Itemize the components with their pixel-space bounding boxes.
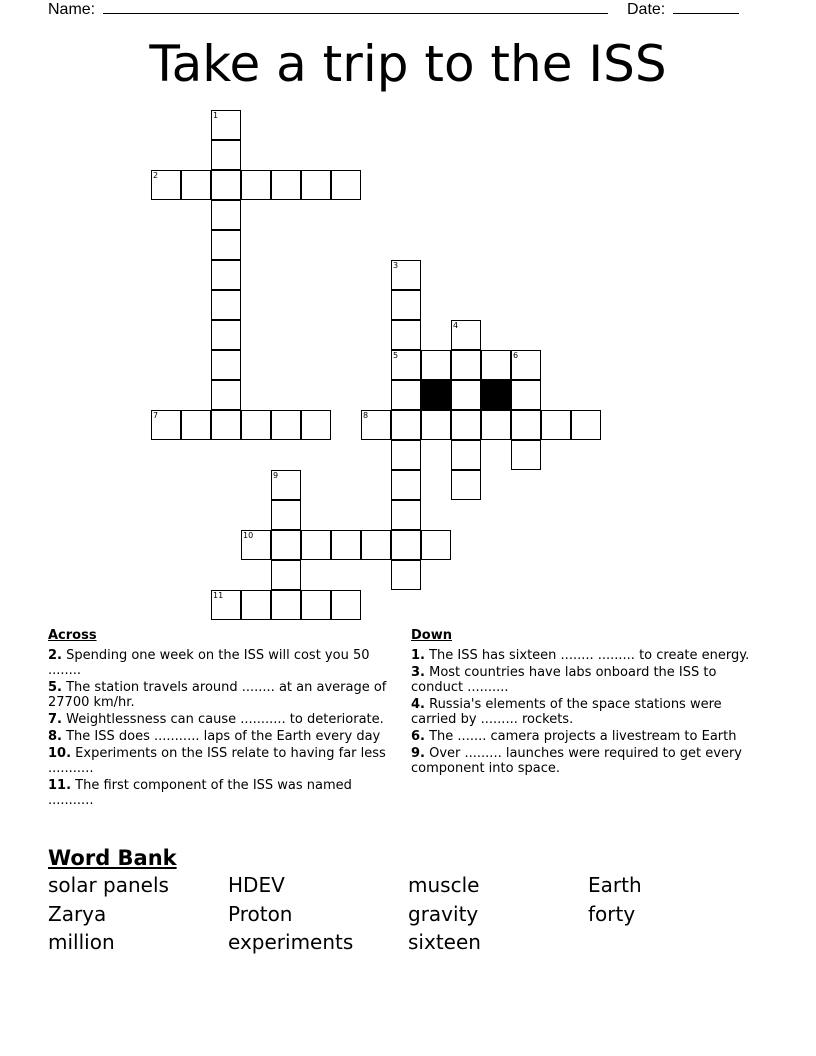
grid-cell[interactable] xyxy=(541,410,571,440)
grid-cell[interactable] xyxy=(481,410,511,440)
grid-cell[interactable] xyxy=(391,440,421,470)
clue-number: 2. xyxy=(48,648,62,663)
cell-number: 5 xyxy=(393,351,399,360)
name-label: Name: xyxy=(48,1,96,18)
cell-number: 2 xyxy=(153,171,159,180)
clue xyxy=(48,778,400,808)
clue-text: The ....... camera projects a livestream to Earth xyxy=(424,729,737,744)
down-clues xyxy=(411,628,751,778)
grid-cell[interactable] xyxy=(271,590,301,620)
word-bank-word: Proton xyxy=(228,902,293,926)
grid-cell[interactable] xyxy=(571,410,601,440)
clue-number: 7. xyxy=(48,712,62,727)
page-title: Take a trip to the ISS xyxy=(149,35,667,93)
clue-text: The station travels around ........ at an average of 27700 km/hr. xyxy=(48,680,387,710)
grid-cell[interactable] xyxy=(151,410,181,440)
grid-cell[interactable] xyxy=(211,290,241,320)
grid-cell[interactable] xyxy=(391,530,421,560)
word-bank-word: experiments xyxy=(228,930,354,954)
date-label: Date: xyxy=(627,1,666,18)
grid-cell[interactable] xyxy=(241,170,271,200)
grid-cell[interactable] xyxy=(301,590,331,620)
grid-cell[interactable] xyxy=(391,320,421,350)
grid-cell[interactable] xyxy=(271,410,301,440)
grid-cell[interactable] xyxy=(451,410,481,440)
grid-cell[interactable] xyxy=(391,380,421,410)
grid-cell[interactable] xyxy=(241,530,271,560)
clue-number: 8. xyxy=(48,729,62,744)
clue xyxy=(48,680,400,710)
grid-cell[interactable] xyxy=(391,410,421,440)
grid-cell[interactable] xyxy=(211,200,241,230)
grid-cell[interactable] xyxy=(181,170,211,200)
clue-number: 3. xyxy=(411,665,425,680)
grid-cell[interactable] xyxy=(211,410,241,440)
grid-cell[interactable] xyxy=(211,590,241,620)
grid-cell[interactable] xyxy=(451,320,481,350)
grid-cell[interactable] xyxy=(271,470,301,500)
grid-cell[interactable] xyxy=(301,530,331,560)
clue-text: The ISS does ........... laps of the Earth every day xyxy=(61,729,381,744)
word-bank-word: Earth xyxy=(588,873,642,897)
word-bank-word: sixteen xyxy=(408,930,481,954)
grid-cell[interactable] xyxy=(391,500,421,530)
grid-cell[interactable] xyxy=(331,530,361,560)
clue-number: 4. xyxy=(411,697,425,712)
clue-text: Russia's elements of the space stations were carried by ......... rockets. xyxy=(411,697,722,727)
clue-text: Weightlessness can cause ........... to deteriorate. xyxy=(61,712,384,727)
grid-cell[interactable] xyxy=(391,290,421,320)
clue xyxy=(411,697,751,727)
clue xyxy=(411,746,751,776)
clue-number: 10. xyxy=(48,746,72,761)
grid-cell[interactable] xyxy=(271,530,301,560)
down-heading: Down xyxy=(411,628,452,643)
word-bank-word: solar panels xyxy=(48,873,169,897)
clue xyxy=(48,746,400,776)
clue-number: 11. xyxy=(48,778,72,793)
cell-number: 8 xyxy=(363,411,369,420)
grid-cell[interactable] xyxy=(181,410,211,440)
clue-text: Over ......... launches were required to get every component into space. xyxy=(411,746,742,776)
grid-cell[interactable] xyxy=(511,350,541,380)
blocked-cell xyxy=(421,380,451,410)
clue-text: The ISS has sixteen ........ ......... to create energy. xyxy=(424,648,750,663)
across-clues xyxy=(48,628,400,810)
clue xyxy=(48,712,400,727)
grid-cell[interactable] xyxy=(331,590,361,620)
grid-cell[interactable] xyxy=(211,110,241,140)
grid-cell[interactable] xyxy=(361,410,391,440)
grid-cell[interactable] xyxy=(391,560,421,590)
clue-text: The first component of the ISS was named ........... xyxy=(48,778,352,808)
grid-cell[interactable] xyxy=(511,440,541,470)
grid-cell[interactable] xyxy=(271,560,301,590)
word-bank-word: forty xyxy=(588,902,636,926)
grid-cell[interactable] xyxy=(241,590,271,620)
grid-cell[interactable] xyxy=(151,170,181,200)
grid-cell[interactable] xyxy=(421,530,451,560)
clue-number: 5. xyxy=(48,680,62,695)
clue-number: 1. xyxy=(411,648,425,663)
cell-number: 1 xyxy=(213,111,219,120)
grid-cell[interactable] xyxy=(421,410,451,440)
grid-cell[interactable] xyxy=(481,350,511,380)
grid-cell[interactable] xyxy=(361,530,391,560)
cell-number: 11 xyxy=(213,591,224,600)
cell-number: 6 xyxy=(513,351,519,360)
grid-cell[interactable] xyxy=(211,380,241,410)
clue xyxy=(411,648,751,663)
grid-cell[interactable] xyxy=(391,350,421,380)
clue xyxy=(411,665,751,695)
clue-number: 9. xyxy=(411,746,425,761)
grid-cell[interactable] xyxy=(451,470,481,500)
grid-cell[interactable] xyxy=(301,170,331,200)
grid-cell[interactable] xyxy=(511,380,541,410)
blocked-cell xyxy=(481,380,511,410)
cell-number: 7 xyxy=(153,411,159,420)
clue xyxy=(411,729,751,744)
grid-cell[interactable] xyxy=(391,260,421,290)
grid-cell[interactable] xyxy=(211,140,241,170)
clue xyxy=(48,648,400,678)
clue-text: Experiments on the ISS relate to having far less ........... xyxy=(48,746,386,776)
grid-cell[interactable] xyxy=(211,230,241,260)
across-clue-list xyxy=(48,648,400,808)
down-clue-list xyxy=(411,648,751,776)
cell-number: 4 xyxy=(453,321,459,330)
grid-cell[interactable] xyxy=(331,170,361,200)
word-bank-word: HDEV xyxy=(228,873,285,897)
word-bank-word: Zarya xyxy=(48,902,107,926)
grid-cell[interactable] xyxy=(211,350,241,380)
grid-cell[interactable] xyxy=(511,410,541,440)
grid-cell[interactable] xyxy=(211,170,241,200)
grid-cell[interactable] xyxy=(391,470,421,500)
grid-cell[interactable] xyxy=(271,170,301,200)
grid-cell[interactable] xyxy=(271,500,301,530)
cell-number: 10 xyxy=(243,531,254,540)
grid-cell[interactable] xyxy=(211,320,241,350)
clue-number: 6. xyxy=(411,729,425,744)
clue xyxy=(48,729,400,744)
word-bank-word: gravity xyxy=(408,902,479,926)
grid-cell[interactable] xyxy=(451,350,481,380)
across-heading: Across xyxy=(48,628,97,643)
grid-cell[interactable] xyxy=(211,260,241,290)
grid-cell[interactable] xyxy=(451,380,481,410)
grid-cell[interactable] xyxy=(451,440,481,470)
word-bank-title: Word Bank xyxy=(48,846,177,870)
grid-cell[interactable] xyxy=(241,410,271,440)
word-bank-word: muscle xyxy=(408,873,480,897)
grid-cell[interactable] xyxy=(421,350,451,380)
cell-number: 3 xyxy=(393,261,399,270)
word-bank-word: million xyxy=(48,930,115,954)
cell-number: 9 xyxy=(273,471,279,480)
clue-text: Most countries have labs onboard the ISS to conduct .......... xyxy=(411,665,717,695)
clue-text: Spending one week on the ISS will cost you 50 ........ xyxy=(48,648,370,678)
grid-cell[interactable] xyxy=(301,410,331,440)
